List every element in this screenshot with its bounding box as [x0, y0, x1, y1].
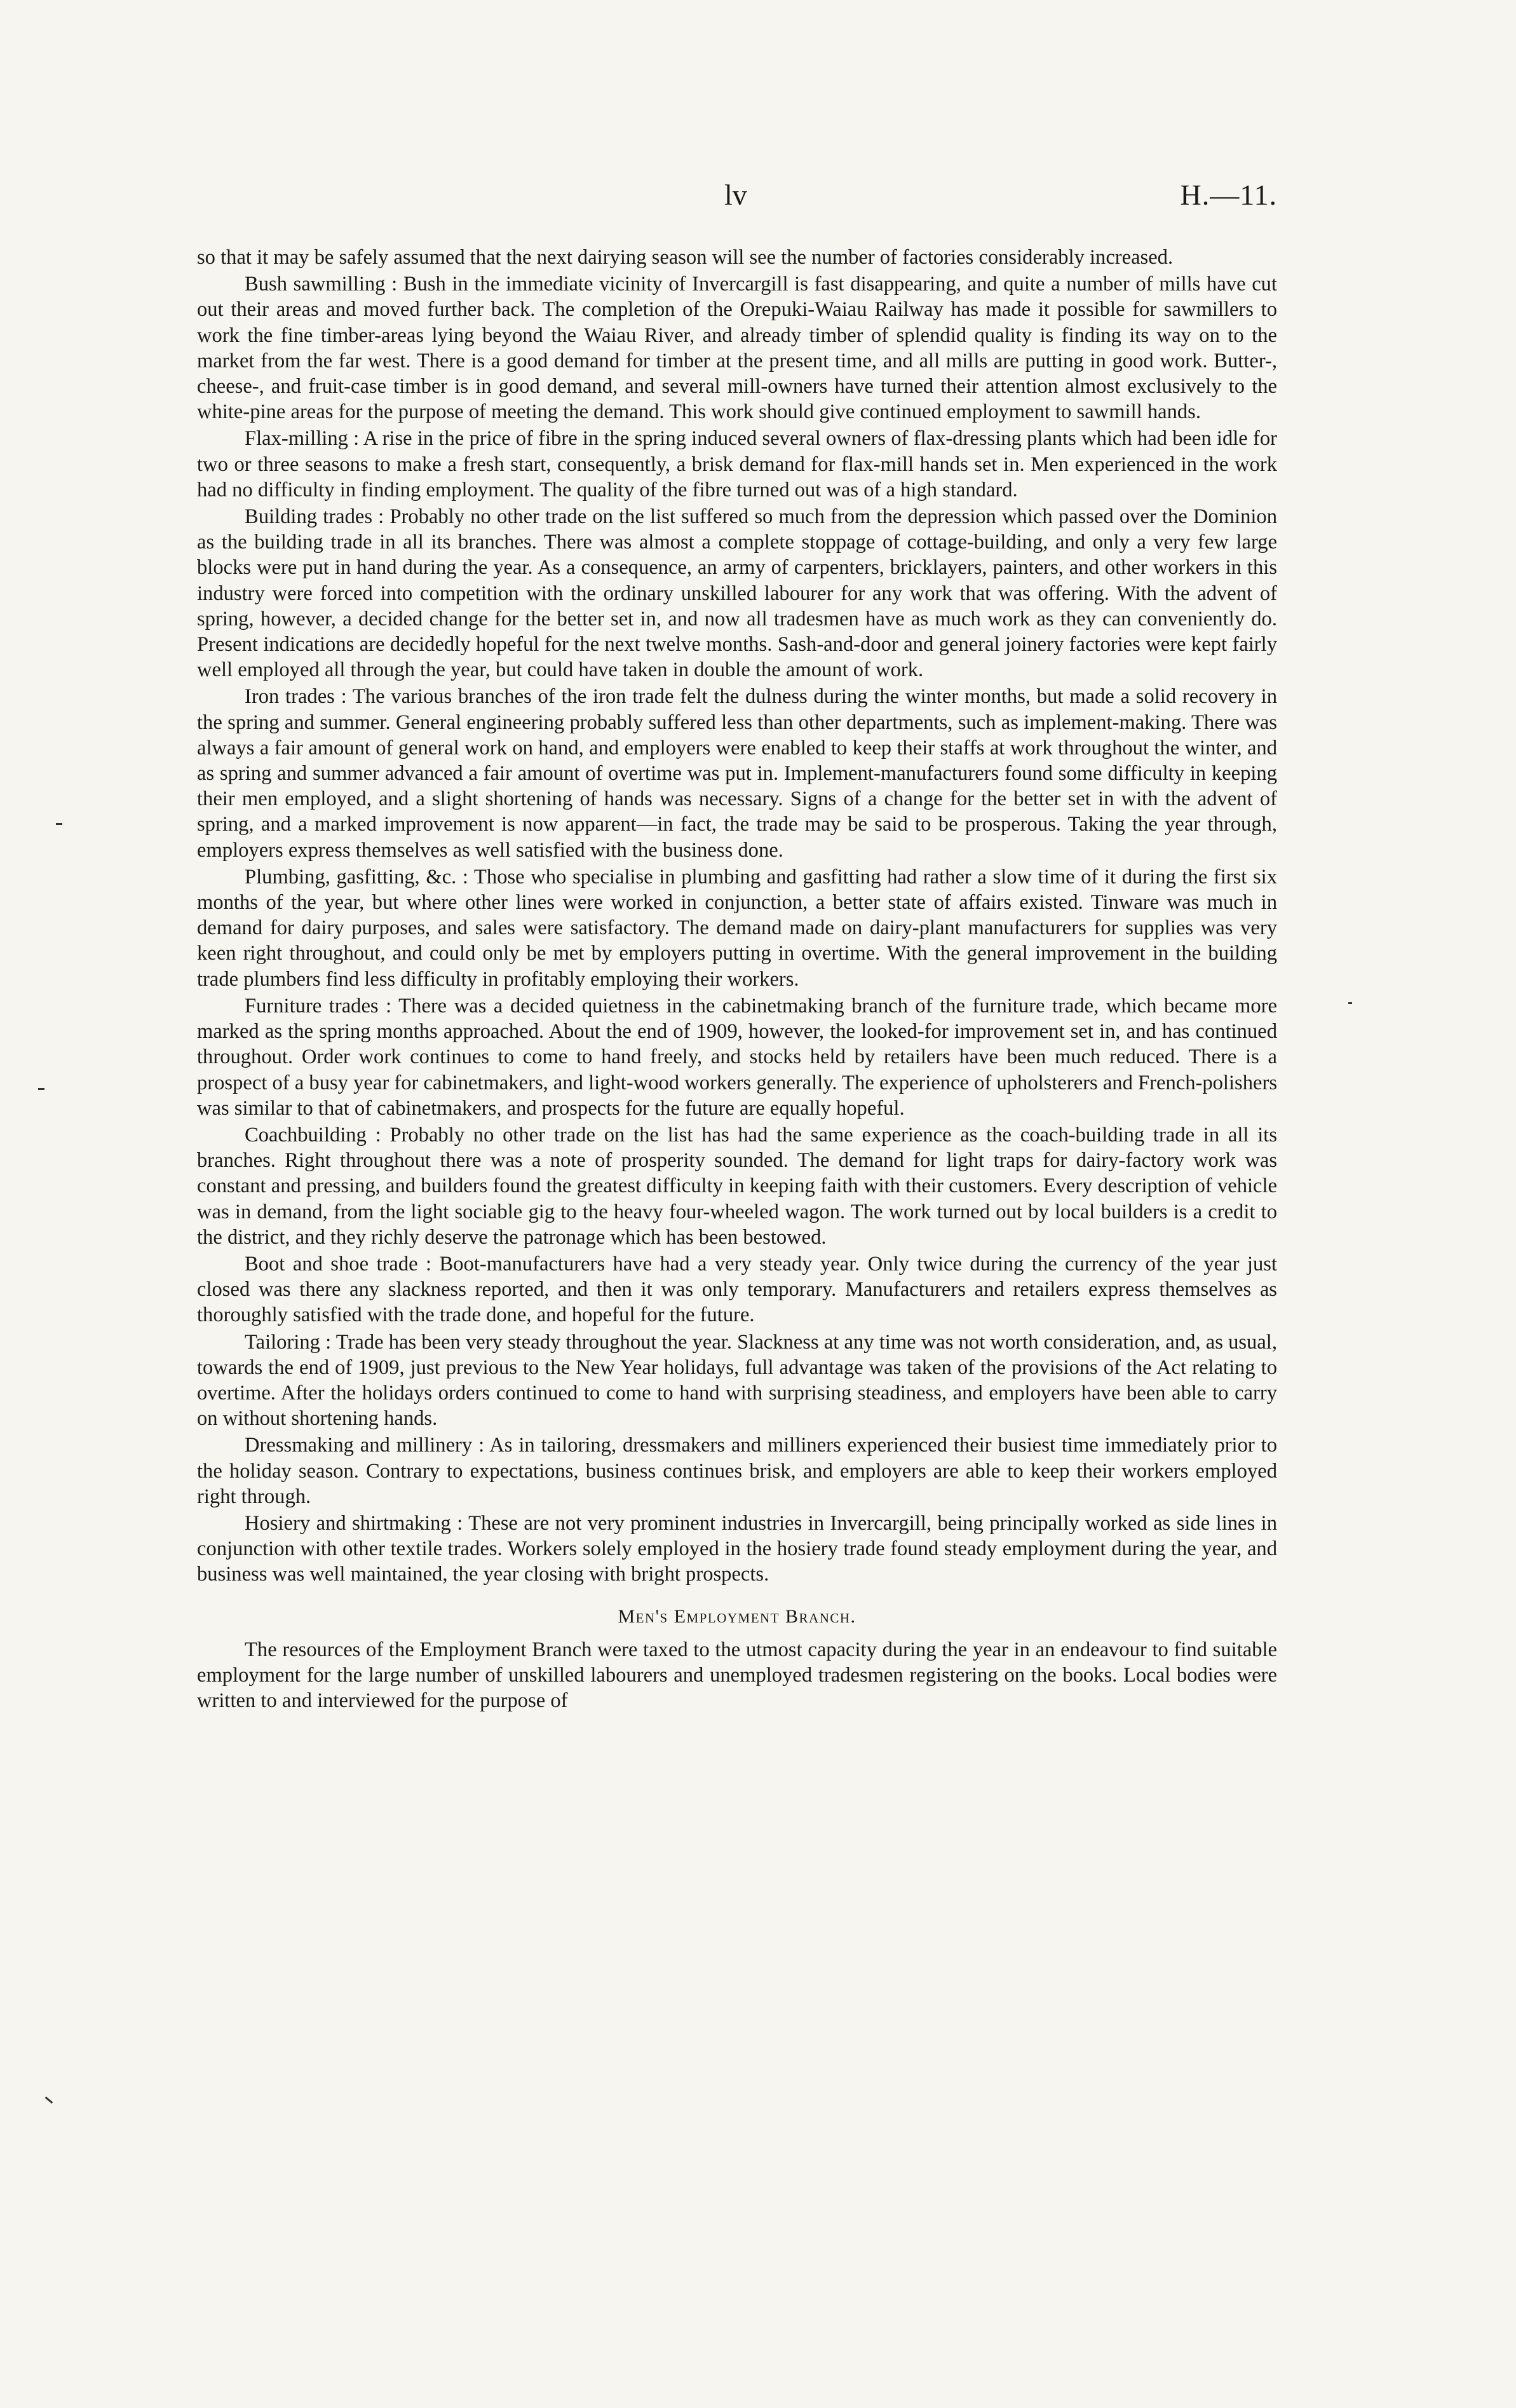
paragraph-flax-milling: Flax-milling : A rise in the price of fibre in the spring induced several owners of flax-dressing plants which had been idle for two or three seasons to make a fresh start, consequently, a brisk demand for flax-mill hands set in. Men experienced in the work had no difficulty in finding employment. The quality of the fibre turned out was of a high standard. — [197, 427, 1277, 501]
document-body — [197, 245, 1277, 1715]
paragraph-boot-and-shoe-trade: Boot and shoe trade : Boot-manufacturers have had a very steady year. Only twice during the currency of the year just closed was there any slackness reported, and then it was only temporary. Manufacturers and retailers express themselves as thoroughly satisfied with the trade done, and hopeful for the future. — [197, 1252, 1277, 1327]
paragraph-furniture-trades: Furniture trades : There was a decided quietness in the cabinetmaking branch of the furniture trade, which became more marked as the spring months approached. About the end of 1909, however, the looked-for improvement set in, and has continued throughout. Order work continues to come to hand freely, and stocks held by retailers have been much reduced. There is a prospect of a busy year for cabinetmakers, and light-wood workers generally. The experience of upholsterers and French-polishers was similar to that of cabinetmakers, and prospects for the future are equally hopeful. — [197, 994, 1277, 1120]
paragraph-employment-branch: The resources of the Employment Branch were taxed to the utmost capacity during the year in an endeavour to find suitable employment for the large number of unskilled labourers and unemployed tradesmen registering on the books. Local bodies were written to and interviewed for the purpose of — [197, 1638, 1277, 1713]
page-number: lv — [724, 179, 747, 211]
paragraph-tailoring: Tailoring : Trade has been very steady throughout the year. Slackness at any time was not worth consideration, and, as usual, towards the end of 1909, just previous to the New Year holidays, full advantage was taken of the provisions of the Act relating to overtime. After the holidays orders continued to come to hand with surprising steadiness, and employers have been able to carry on without shortening hands. — [197, 1330, 1277, 1431]
page-header — [197, 178, 1277, 216]
paragraph-dressmaking-millinery: Dressmaking and millinery : As in tailoring, dressmakers and milliners experienced their busiest time immediately prior to the holiday season. Contrary to expectations, business continues brisk, and employers are able to keep their workers employed right through. — [197, 1434, 1277, 1508]
paragraph-coachbuilding: Coachbuilding : Probably no other trade on the list has had the same experience as the coach-building trade in all its branches. Right throughout there was a note of prosperity sounded. The demand for light traps for dairy-factory work was constant and pressing, and builders found the greatest difficulty in keeping faith with their customers. Every description of vehicle was in demand, from the light sociable gig to the heavy four-wheeled wagon. The work turned out by local builders is a credit to the district, and they richly deserve the patronage which has been bestowed. — [197, 1123, 1277, 1249]
paragraph-plumbing-gasfitting: Plumbing, gasfitting, &c. : Those who specialise in plumbing and gasfitting had rather a slow time of it during the first six months of the year, but where other lines were worked in conjunction, a better state of affairs existed. Tinware was much in demand for dairy purposes, and sales were satisfactory. The demand made on dairy-plant manufacturers for supplies was very keen right throughout, and could only be met by employers putting in overtime. With the general improvement in the building trade plumbers find less difficulty in profitably employing their workers. — [197, 865, 1277, 991]
paragraph-dairying-continuation: so that it may be safely assumed that the next dairying season will see the number of factories considerably increased. — [197, 246, 1174, 269]
paragraph-iron-trades: Iron trades : The various branches of the iron trade felt the dulness during the winter months, but made a solid recovery in the spring and summer. General engineering probably suffered less than other departments, such as implement-making. There was always a fair amount of general work on hand, and employers were enabled to keep their staffs at work throughout the winter, and as spring and summer advanced a fair amount of overtime was put in. Implement-manufacturers found some difficulty in keeping their men employed, and a slight shortening of hands was necessary. Signs of a change for the better set in with the advent of spring, and a marked improvement is now apparent—in fact, the trade may be said to be prosperous. Taking the year through, employers express themselves as well satisfied with the business done. — [197, 685, 1277, 862]
margin-scan-mark — [45, 2097, 53, 2104]
section-heading-mens-employment: Men's Employment Branch. — [618, 1605, 856, 1627]
paragraph-bush-sawmilling: Bush sawmilling : Bush in the immediate vicinity of Invercargill is fast disappearing, and quite a number of mills have cut out their areas and moved further back. The completion of the Orepuki-Waiau Railway has made it possible for sawmillers to work the fine timber-areas lying beyond the Waiau River, and already timber of splendid quality is finding its way on to the market from the far west. There is a good demand for timber at the present time, and all mills are putting in good work. Butter-, cheese-, and fruit-case timber is in good demand, and several mill-owners have turned their attention almost exclusively to the white-pine areas for the purpose of meeting the demand. This work should give continued employment to sawmill hands. — [197, 273, 1277, 424]
margin-scan-mark — [1348, 1002, 1352, 1004]
paragraph-hosiery-shirtmaking: Hosiery and shirtmaking : These are not very prominent industries in Invercargill, being principally worked as side lines in conjunction with other textile trades. Workers solely employed in the hosiery trade found steady employment during the year, and business was well maintained, the year closing with bright prospects. — [197, 1511, 1277, 1586]
margin-scan-mark — [38, 1088, 44, 1090]
paragraph-building-trades: Building trades : Probably no other trade on the list suffered so much from the depression which passed over the Dominion as the building trade in all its branches. There was almost a complete stoppage of cottage-building, and only a very few large blocks were put in hand during the year. As a consequence, an army of carpenters, bricklayers, painters, and other workers in this industry were forced into competition with the ordinary unskilled labourer for any work that was offering. With the advent of spring, however, a decided change for the better set in, and now all tradesmen have as much work as they can conveniently do. Present indications are decidedly hopeful for the next twelve months. Sash-and-door and general joinery factories were kept fairly well employed all through the year, but could have taken in double the amount of work. — [197, 505, 1277, 682]
document-reference: H.—11. — [1180, 179, 1277, 211]
margin-scan-mark — [56, 823, 62, 825]
